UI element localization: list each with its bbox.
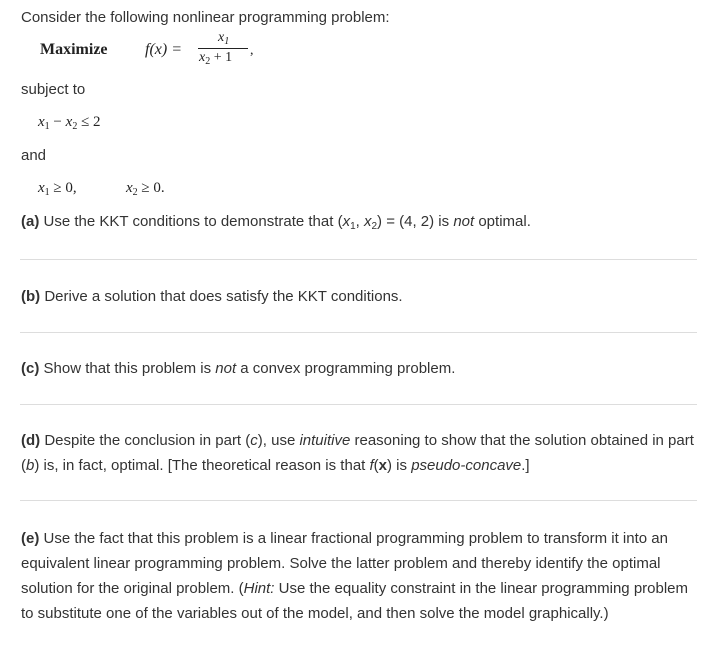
fraction-comma: , bbox=[250, 43, 254, 58]
part-a: (a) Use the KKT conditions to demonstrate that ($x_1$, $x_2) = (4$, 2) is not optimal. bbox=[21, 213, 531, 232]
constraint-2b: $x_2 \ge 0$. bbox=[126, 180, 165, 198]
divider bbox=[20, 259, 697, 260]
divider bbox=[20, 500, 697, 501]
part-d: (d) Despite the conclusion in part (c), use intuitive reasoning to show that the solution obtained in part (b) is, in fact, optimal. [The theoretical reason is that f(x) is pseudo-concave.] bbox=[21, 432, 694, 474]
part-e: (e) Use the fact that this problem is a linear fractional programming problem to transform it into an equivalent linear programming problem. Solve the latter problem and thereby identify the optimal solution for the original problem. (Hint: Use the equality constraint in the linear programming problem to substitute one of the variables out of the model, and then solve the model graphically.) bbox=[21, 530, 689, 622]
subject-to-label: subject to bbox=[21, 81, 86, 98]
constraint-1: $x_1 - x_2 \le 2$ bbox=[38, 114, 101, 132]
maximize-label: Maximize bbox=[40, 41, 108, 58]
fraction-numerator: $x_1$ bbox=[218, 30, 230, 47]
objective-fraction bbox=[196, 30, 256, 73]
and-label: and bbox=[21, 147, 47, 164]
objective-lhs bbox=[145, 41, 182, 59]
objective-lhs-text: f(x) = bbox=[145, 41, 182, 58]
divider bbox=[20, 404, 697, 405]
part-b: (b) Derive a solution that does satisfy the KKT conditions. bbox=[21, 288, 403, 305]
fraction-bar bbox=[198, 48, 248, 49]
intro-text: Consider the following nonlinear programming problem: bbox=[21, 9, 390, 26]
divider bbox=[20, 332, 697, 333]
constraint-2a: $x_1 \ge 0$, bbox=[38, 180, 77, 198]
fraction-denominator: $x_2 + 1$ bbox=[199, 50, 233, 67]
part-c: (c) Show that this problem is not a convex programming problem. bbox=[21, 360, 456, 377]
